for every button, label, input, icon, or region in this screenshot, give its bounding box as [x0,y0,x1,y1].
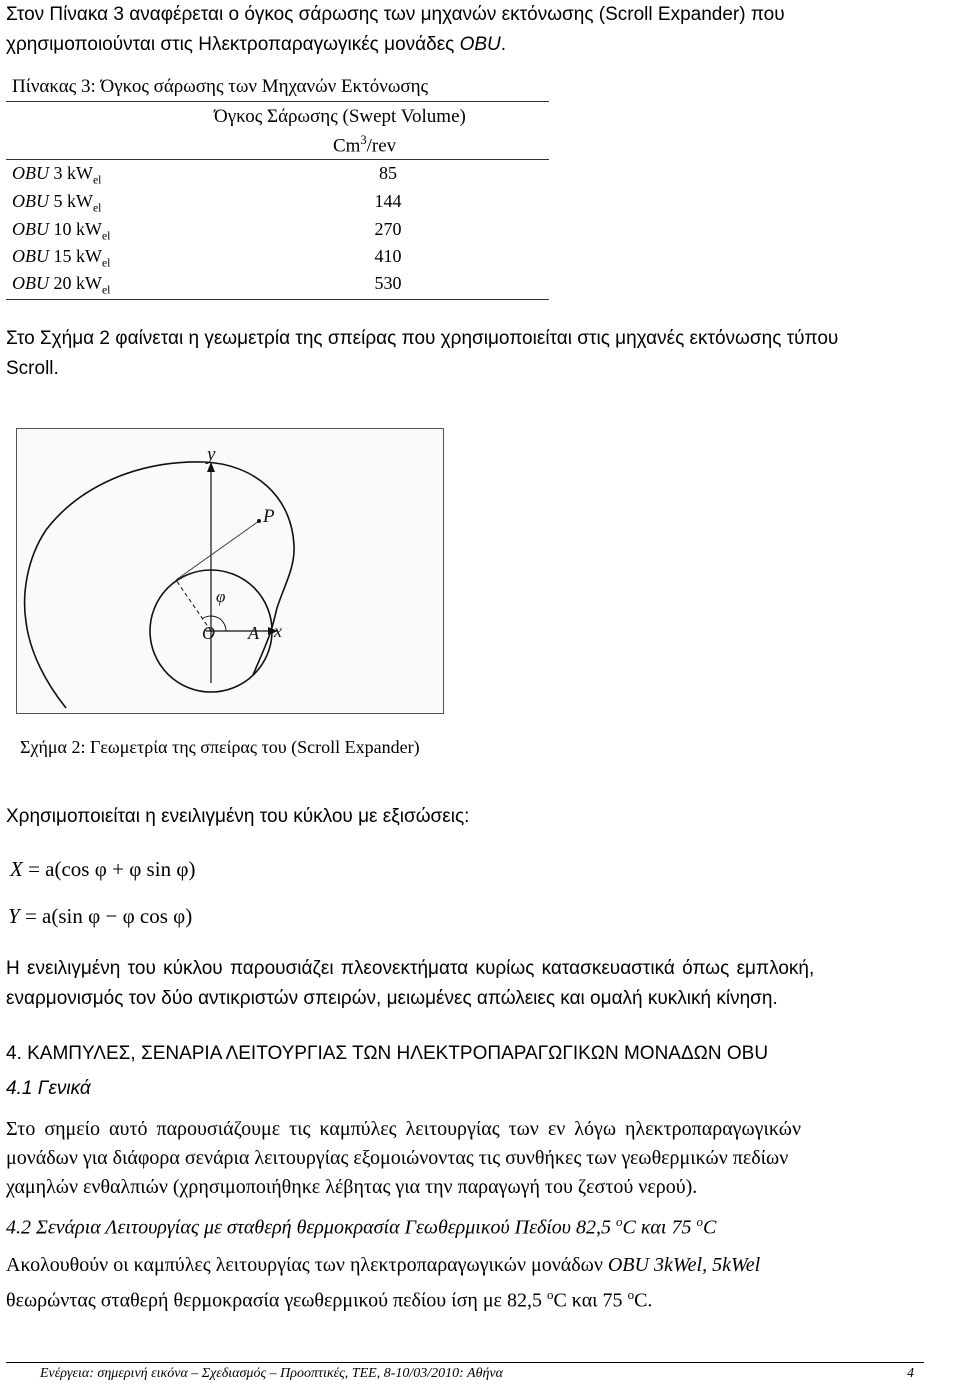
label-x: x [274,621,282,641]
row-name: OBU 5 $kW_{el}$ [12,191,102,215]
para2-line-2: θεωρώντας σταθερή θερμοκρασία γεωθερμικού πεδίου ίση με 82,5 $^o$C και 75 $^o$C. [6,1287,653,1312]
row-value: 85 [379,163,397,183]
figure-intro-line-1: Στο Σχήμα 2 φαίνεται η γεωμετρία της σπείρας που χρησιμοποιείται στις μηχανές εκτόνωσης τύπου [6,328,839,349]
equation-y [8,904,192,929]
row-name: OBU 3 $kW_{el}$ [12,163,102,187]
scroll-geometry-figure [16,428,444,714]
advantages-line-1: Η ενειλιγμένη του κύκλου παρουσιάζει πλεονεκτήματα κυρίως κατασκευαστικά όπως εμπλοκή, [6,958,815,979]
label-o: O [202,623,215,643]
row-name: OBU 10 $kW_{el}$ [12,219,111,243]
intro-line-2 [6,30,956,60]
para1-line-1: Στο σημείο αυτό παρουσιάζουμε τις καμπύλες λειτουργίας των εν λόγω ηλεκτροπαραγωγικών [6,1118,802,1140]
label-p: P [263,506,275,527]
intro-obu: OBU [459,34,501,55]
table-header-unit [333,133,396,157]
para1-line-3: χαμηλών ενθαλπιών (χρησιμοποιήθηκε λέβητας για την παραγωγή του ζεστού νερού). [6,1176,698,1198]
intro-period: . [500,34,507,55]
row-value: 270 [374,219,402,239]
eq1-lhs: X [10,857,23,881]
footer-rule [6,1362,924,1363]
intro-line-1: Στον Πίνακα 3 αναφέρεται ο όγκος σάρωσης των μηχανών εκτόνωσης (Scroll Expander) που [6,4,785,25]
label-y: y [207,444,216,465]
eq2-lhs: Y [8,904,20,928]
row-name: OBU 15 $kW_{el}$ [12,246,111,270]
intro-paragraph [6,0,956,60]
unit-base: Cm [333,135,361,157]
unit-sup: 3 [360,133,367,147]
section-4-1-heading: 4.1 Γενικά [6,1078,91,1099]
label-phi: φ [216,587,226,606]
para2-line-1: Ακολουθούν οι καμπύλες λειτουργίας των ηλεκτροπαραγωγικών μονάδων OBU 3kWel, 5kWel [6,1254,761,1276]
footer-text: Ενέργεια: σημερινή εικόνα – Σχεδιασμός – Προοπτικές, ΤΕΕ, 8-10/03/2010: Αθήνα [40,1366,503,1381]
advantages-line-2: εναρμονισμός τον δύο αντικριστών σπειρών, μειωμένες απώλειες και ομαλή κυκλική κίνηση. [6,988,778,1009]
label-a: A [248,623,259,643]
eq2-rhs: = a(sin φ − φ cos φ) [24,904,193,928]
section-4-1-paragraph [6,1115,956,1202]
point-p [257,519,261,523]
figure-intro-paragraph [6,324,956,384]
row-value: 144 [374,191,402,211]
figure-caption: Σχήμα 2: Γεωμετρία της σπείρας του (Scroll Expander) [20,737,420,757]
row-value: 410 [374,246,402,266]
section-4-heading: 4. ΚΑΜΠΥΛΕΣ, ΣΕΝΑΡΙΑ ΛΕΙΤΟΥΡΓΙΑΣ ΤΩΝ ΗΛΕΚΤΡΟΠΑΡΑΓΩΓΙΚΩΝ ΜΟΝΑΔΩΝ OBU [6,1043,769,1064]
table-header-swept-volume: Όγκος Σάρωσης (Swept Volume) [214,106,466,127]
advantages-paragraph [6,954,956,1014]
section-4-2-paragraph [6,1251,956,1316]
figure-intro-line-2: Scroll. [6,358,59,379]
para1-line-2: μονάδων για διάφορα σενάρια λειτουργίας εξομοιώνοντας τις συνθήκες των γεωθερμικών πεδίων [6,1147,789,1169]
section-4-2-heading: 4.2 Σενάρια Λειτουργίας με σταθερή θερμοκρασία Γεωθερμικού Πεδίου 82,5 $^o$C και 75 $^o$C [6,1214,717,1239]
equations-intro: Χρησιμοποιείται η ενειλιγμένη του κύκλου με εξισώσεις: [6,806,470,827]
table-header-rule [6,159,549,160]
equation-x [10,857,195,882]
row-name: OBU 20 $kW_{el}$ [12,273,111,297]
eq1-rhs: = a(cos φ + φ sin φ) [28,857,196,881]
table-bottom-rule [6,299,549,300]
table-top-rule [6,101,549,102]
table-caption: Πίνακας 3: Όγκος σάρωσης των Μηχανών Εκτόνωσης [12,76,429,97]
row-value: 530 [374,273,402,293]
page-number: 4 [907,1366,914,1381]
unit-suffix: /rev [366,135,397,157]
intro-line-2-text: χρησιμοποιούνται στις Ηλεκτροπαραγωγικές μονάδες [6,34,460,55]
